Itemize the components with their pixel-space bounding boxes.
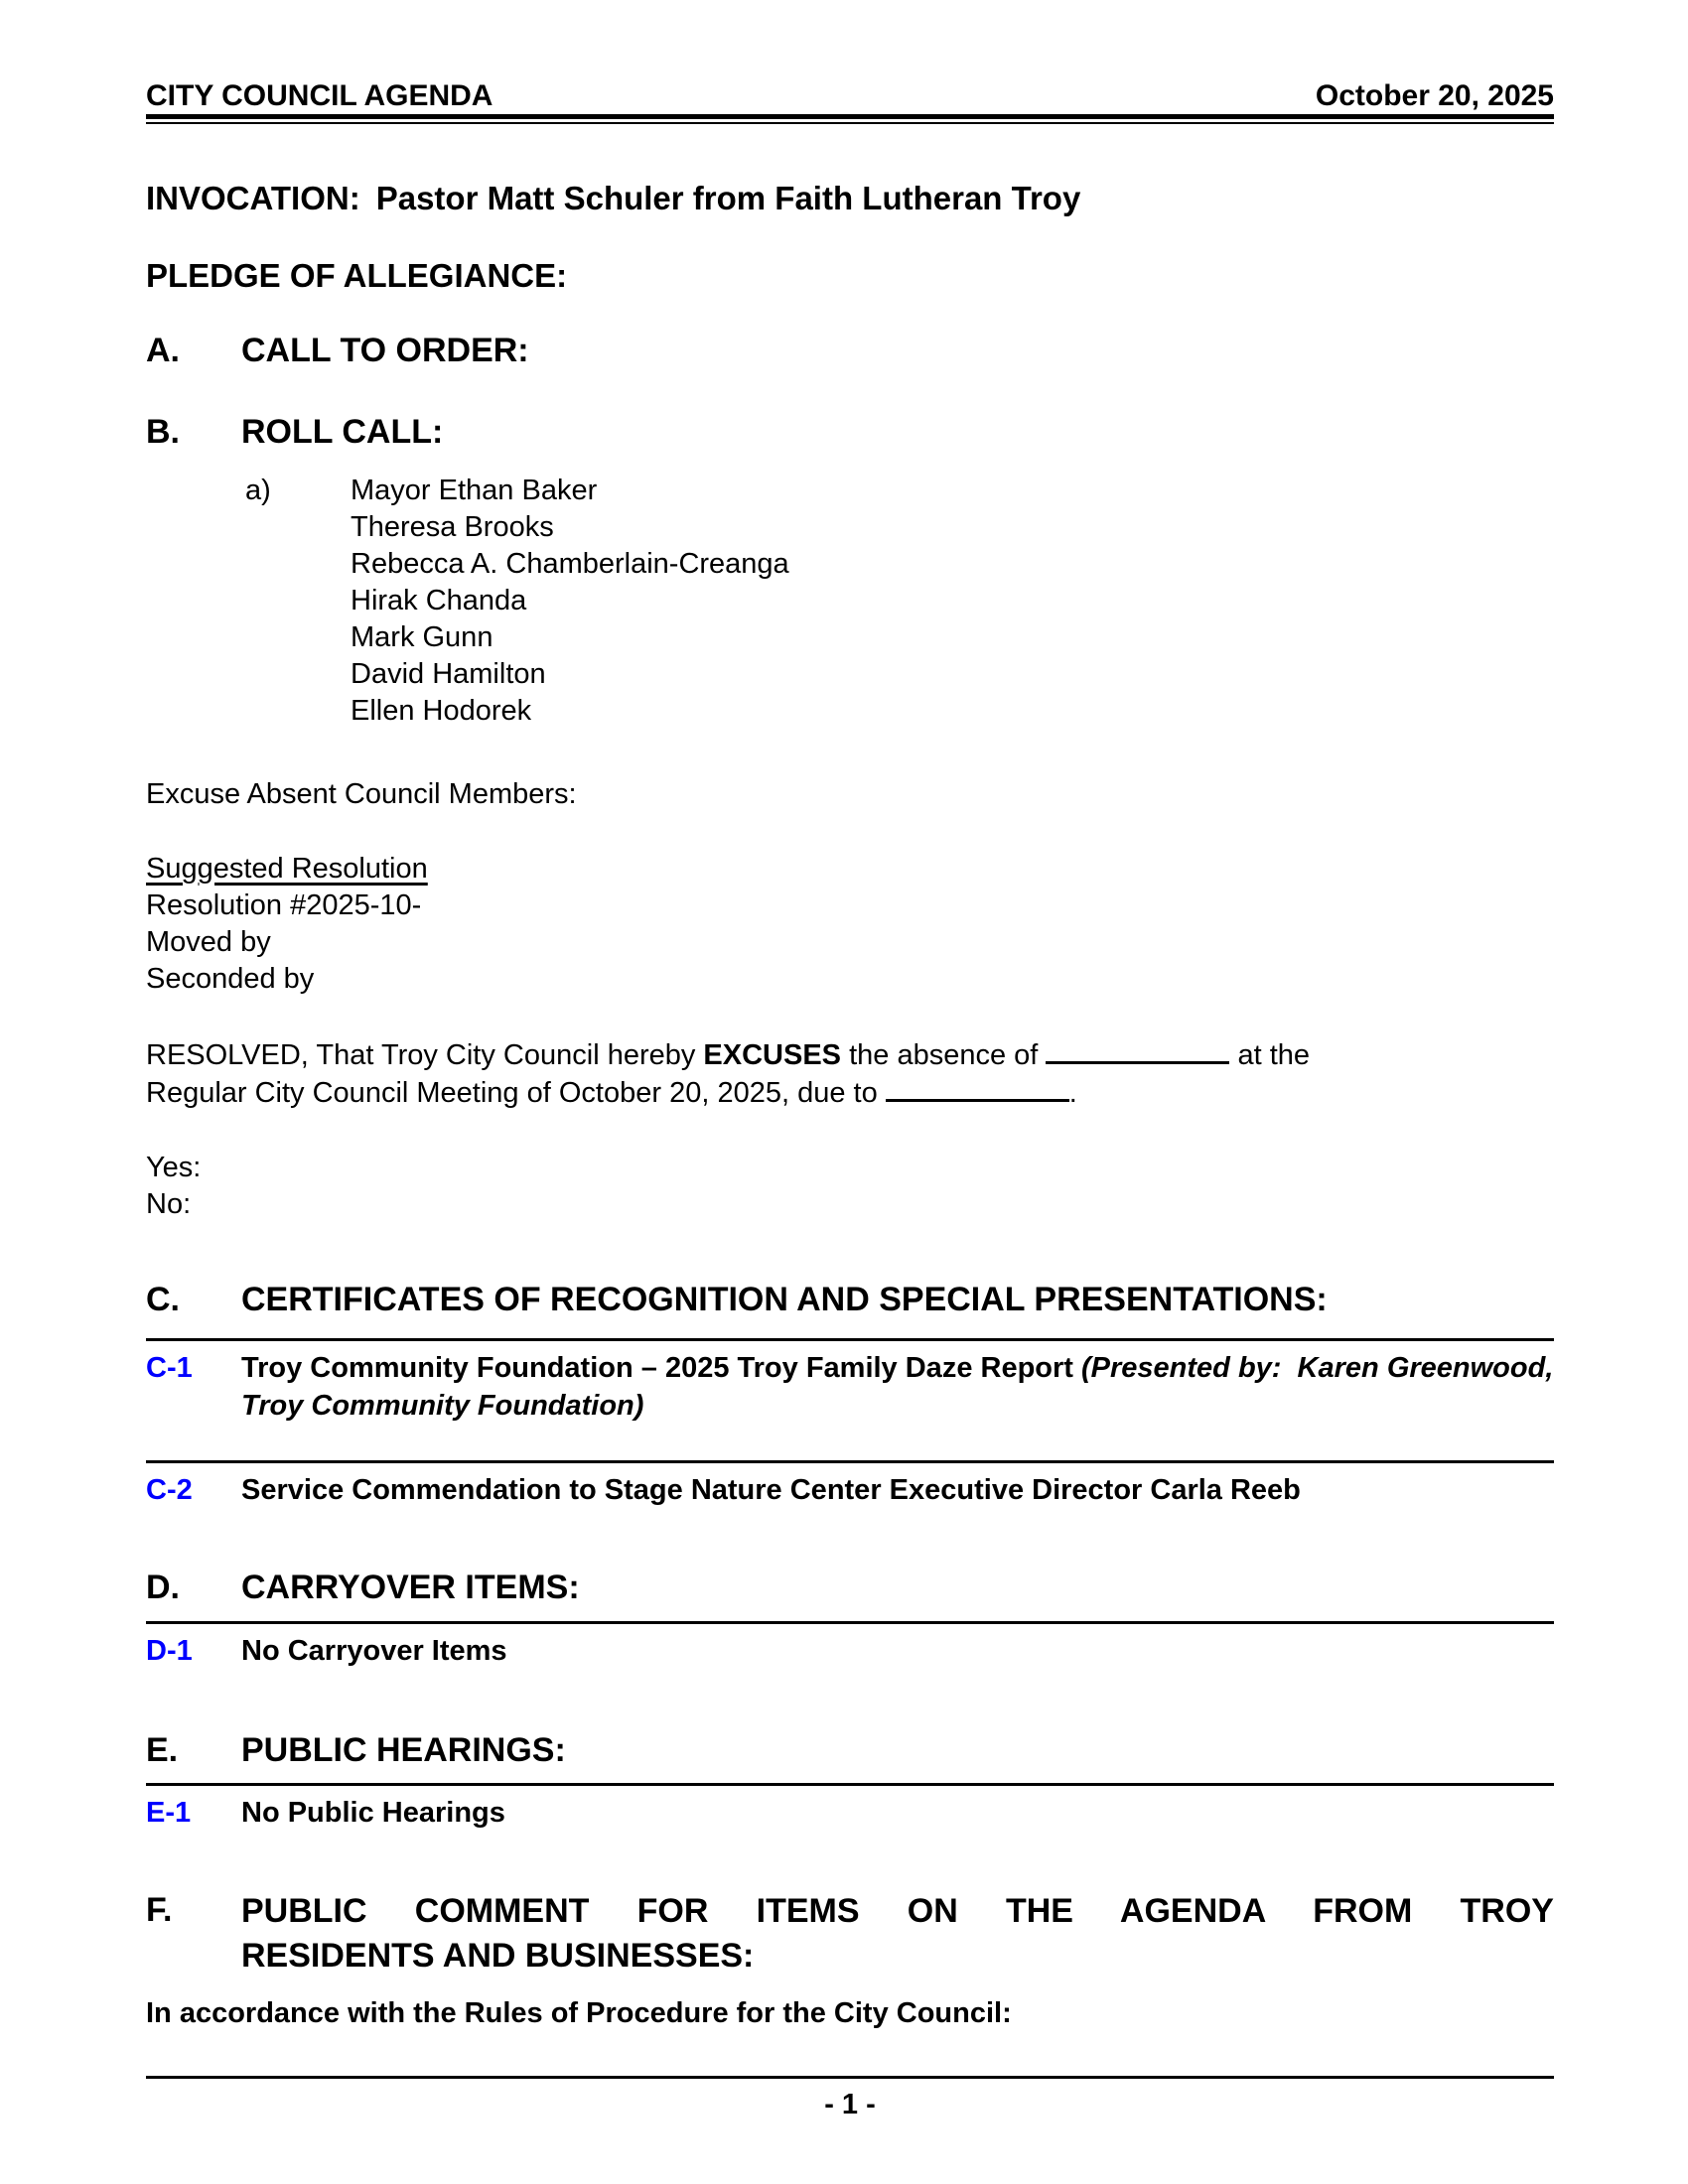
header-rule-thin: [146, 122, 1554, 124]
resolution-number: Resolution #2025-10-: [146, 889, 422, 921]
excuse-absent-line: Excuse Absent Council Members:: [146, 778, 577, 810]
section-a-title: CALL TO ORDER:: [241, 332, 529, 369]
item-number: C-2: [146, 1474, 193, 1506]
invocation-text: Pastor Matt Schuler from Faith Lutheran Troy: [375, 180, 1081, 216]
yes-line: Yes:: [146, 1152, 202, 1183]
resolved-text: RESOLVED, That Troy City Council hereby: [146, 1039, 704, 1071]
roll-call-names: [351, 473, 789, 730]
roll-call-marker: a): [245, 475, 271, 506]
header-rule-thick: [146, 114, 1554, 119]
resolved-excuses: EXCUSES: [703, 1039, 842, 1071]
section-e-letter: E.: [146, 1731, 179, 1769]
resolved-line-1: [146, 1036, 1554, 1074]
roll-call-name: Rebecca A. Chamberlain-Creanga: [351, 548, 789, 580]
section-a-heading: [146, 330, 1554, 371]
item-number: C-1: [146, 1352, 193, 1384]
moved-by-line: Moved by: [146, 926, 271, 958]
header-title: CITY COUNCIL AGENDA: [146, 79, 493, 112]
resolved-text: Regular City Council Meeting of October 20, 2025, due to: [146, 1077, 886, 1109]
header-date: October 20, 2025: [1315, 79, 1554, 112]
section-e-heading: [146, 1729, 1554, 1771]
invocation-label: INVOCATION:: [146, 180, 360, 216]
section-d-title: CARRYOVER ITEMS:: [241, 1569, 580, 1606]
item-separator-rule: [146, 1621, 1554, 1624]
section-c-heading: [146, 1279, 1554, 1320]
roll-call-name: Ellen Hodorek: [351, 695, 532, 727]
item-text: No Public Hearings: [241, 1797, 505, 1829]
footer-rule: [146, 2076, 1554, 2079]
item-separator-rule: [146, 1460, 1554, 1463]
rules-of-procedure-note: In accordance with the Rules of Procedure for the City Council:: [146, 1997, 1012, 2029]
section-b-letter: B.: [146, 413, 180, 451]
section-f-title-line2: RESIDENTS AND BUSINESSES:: [241, 1937, 755, 1975]
item-presenter: (Presented by: Karen Greenwood, Troy Community Foundation): [241, 1352, 1554, 1422]
roll-call-name: Hirak Chanda: [351, 585, 527, 616]
blank-line-reason: [886, 1099, 1069, 1102]
pledge-heading: PLEDGE OF ALLEGIANCE:: [146, 257, 568, 294]
roll-call-name: David Hamilton: [351, 658, 546, 690]
blank-line-absentee: [1046, 1061, 1229, 1064]
roll-call-name: Mayor Ethan Baker: [351, 475, 598, 506]
section-a-letter: A.: [146, 332, 180, 369]
item-number: D-1: [146, 1635, 193, 1667]
section-b-heading: [146, 411, 1554, 453]
item-separator-rule: [146, 1338, 1554, 1341]
item-separator-rule: [146, 1783, 1554, 1786]
page-header: [146, 79, 1554, 112]
suggested-resolution-block: [146, 851, 1554, 998]
resolved-paragraph: [146, 1036, 1554, 1112]
section-d-letter: D.: [146, 1569, 180, 1606]
section-c-title: CERTIFICATES OF RECOGNITION AND SPECIAL PRESENTATIONS:: [241, 1281, 1328, 1318]
resolved-line-2: [146, 1074, 1554, 1112]
section-b-title: ROLL CALL:: [241, 413, 444, 451]
item-text: No Carryover Items: [241, 1635, 507, 1667]
roll-call-name: Theresa Brooks: [351, 511, 554, 543]
section-f-letter: F.: [146, 1891, 173, 1929]
item-title: Troy Community Foundation – 2025 Troy Family Daze Report: [241, 1352, 1081, 1384]
item-number: E-1: [146, 1797, 192, 1829]
no-line: No:: [146, 1188, 192, 1220]
section-d-heading: [146, 1567, 1554, 1608]
suggested-resolution-heading: Suggested Resolution: [146, 853, 428, 885]
invocation-line: [146, 179, 1554, 218]
section-f-title-line1: PUBLIC COMMENT FOR ITEMS ON THE AGENDA FROM TROY: [241, 1892, 1554, 1930]
page-number: - 1 -: [824, 2089, 876, 2120]
item-text: [241, 1349, 1554, 1425]
roll-call-list: [245, 473, 1554, 730]
section-e-title: PUBLIC HEARINGS:: [241, 1731, 566, 1769]
agenda-item-e1: [146, 1794, 1554, 1832]
resolved-text: at the: [1229, 1039, 1311, 1071]
roll-call-name: Mark Gunn: [351, 621, 493, 653]
section-f-heading: [146, 1889, 1554, 1979]
section-c-letter: C.: [146, 1281, 180, 1318]
vote-lines: [146, 1150, 1554, 1223]
section-f-title: [241, 1889, 1554, 1979]
resolved-text: .: [1068, 1077, 1077, 1109]
item-text: Service Commendation to Stage Nature Center Executive Director Carla Reeb: [241, 1474, 1301, 1506]
agenda-item-c1: [146, 1349, 1554, 1425]
agenda-item-c2: [146, 1471, 1554, 1509]
seconded-by-line: Seconded by: [146, 963, 315, 995]
agenda-item-d1: [146, 1632, 1554, 1670]
resolved-text: the absence of: [841, 1039, 1047, 1071]
